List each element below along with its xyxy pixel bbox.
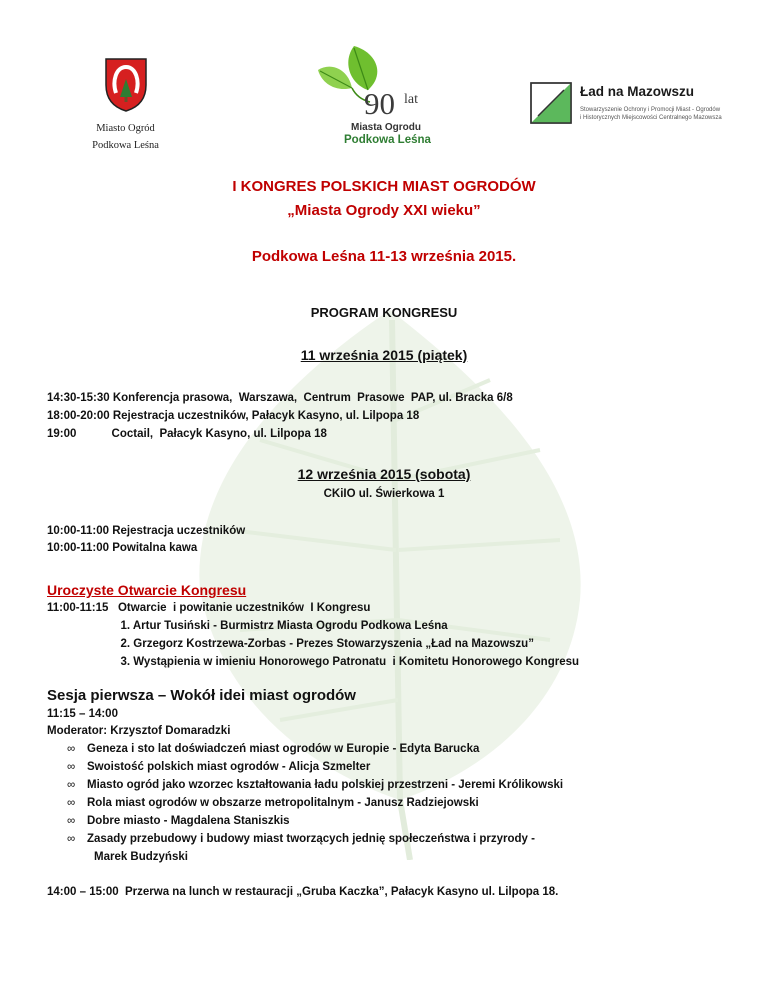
day2-item: 10:00-11:00 Powitalna kawa	[47, 542, 198, 554]
right-logo-sub-1: Stowarzyszenie Ochrony i Promocji Miast - Ogrodów	[580, 107, 721, 113]
day1-item: 19:00 Coctail, Pałacyk Kasyno, ul. Lilpopa 18	[47, 428, 327, 440]
bullet-text: Geneza i sto lat doświadczeń miast ogrodów w Europie - Edyta Barucka	[87, 743, 480, 755]
day1-heading: 11 września 2015 (piątek)	[300, 347, 468, 363]
lad-na-mazowszu-logo	[530, 82, 740, 132]
session1-time: 11:15 – 14:00	[47, 708, 118, 720]
anniversary-line-1: Miasta Ogrodu	[351, 122, 422, 133]
session1-heading: Sesja pierwsza – Wokół idei miast ogrodów	[47, 687, 356, 704]
session1-moderator: Moderator: Krzysztof Domaradzki	[47, 725, 231, 737]
infinity-bullet-icon: ∞	[67, 761, 76, 773]
day1-item: 18:00-20:00 Rejestracja uczestników, Pałacyk Kasyno, ul. Lilpopa 18	[47, 410, 420, 422]
anniversary-number: 90	[364, 86, 395, 121]
bullet-text: Dobre miasto - Magdalena Staniszkis	[87, 815, 290, 827]
infinity-bullet-icon: ∞	[67, 815, 76, 827]
bullet-text: Swoistość polskich miast ogrodów - Alicja Szmelter	[87, 761, 371, 773]
congress-title: I KONGRES POLSKICH MIAST OGRODÓW	[232, 178, 536, 195]
bullet-text: Zasady przebudowy i budowy miast tworzących jednię społeczeństwa i przyrody -	[87, 833, 535, 845]
infinity-bullet-icon: ∞	[67, 743, 76, 755]
session1-bullet	[67, 778, 563, 793]
coat-of-arms-icon	[102, 55, 150, 113]
session1-bullet	[67, 760, 370, 775]
session1-bullet-continuation: Marek Budzyński	[94, 851, 188, 863]
day2-heading: 12 września 2015 (sobota)	[297, 466, 471, 482]
infinity-bullet-icon: ∞	[67, 779, 76, 791]
right-logo-sub-2: i Historycznych Miejscowości Centralnego Mazowsza	[580, 115, 722, 121]
session1-bullet	[67, 814, 290, 829]
podkowa-crest-logo	[78, 55, 173, 152]
session1-bullet	[67, 742, 479, 757]
opening-line: 3. Wystąpienia w imieniu Honorowego Patronatu i Komitetu Honorowego Kongresu	[47, 656, 580, 668]
anniversary-logo	[316, 44, 456, 154]
infinity-bullet-icon: ∞	[67, 833, 76, 845]
infinity-bullet-icon: ∞	[67, 797, 76, 809]
opening-line: 11:00-11:15 Otwarcie i powitanie uczestników I Kongresu	[47, 602, 371, 614]
day2-item: 10:00-11:00 Rejestracja uczestników	[47, 525, 246, 537]
opening-heading: Uroczyste Otwarcie Kongresu	[47, 582, 247, 598]
day2-location: CKiIO ul. Świerkowa 1	[323, 488, 445, 500]
left-logo-name-1: Miasto Ogród	[96, 123, 155, 134]
lunch-break: 14:00 – 15:00 Przerwa na lunch w restauracji „Gruba Kaczka”, Pałacyk Kasyno ul. Lilpopa 18.	[47, 886, 559, 898]
leaf-watermark	[160, 300, 610, 860]
anniversary-suffix: lat	[404, 92, 418, 107]
day1-item: 14:30-15:30 Konferencja prasowa, Warszawa, Centrum Prasowe PAP, ul. Bracka 6/8	[47, 392, 513, 404]
congress-dates: Podkowa Leśna 11-13 września 2015.	[251, 248, 517, 265]
session1-bullet	[67, 796, 479, 811]
square-emblem-icon	[530, 82, 572, 124]
bullet-text: Rola miast ogrodów w obszarze metropolitalnym - Janusz Radziejowski	[87, 797, 479, 809]
program-heading: PROGRAM KONGRESU	[310, 305, 458, 320]
left-logo-name-2: Podkowa Leśna	[92, 140, 159, 151]
right-logo-subtitle	[580, 106, 740, 122]
right-logo-title: Ład na Mazowszu	[580, 84, 695, 99]
anniversary-line-2: Podkowa Leśna	[344, 134, 431, 146]
bullet-text: Miasto ogród jako wzorzec kształtowania ładu polskiej przestrzeni - Jeremi Królikowski	[87, 779, 564, 791]
opening-line: 2. Grzegorz Kostrzewa-Zorbas - Prezes Stowarzyszenia „Ład na Mazowszu”	[47, 638, 534, 650]
session1-bullet	[67, 832, 535, 847]
congress-subtitle: „Miasta Ogrody XXI wieku”	[287, 202, 481, 219]
opening-line: 1. Artur Tusiński - Burmistrz Miasta Ogrodu Podkowa Leśna	[47, 620, 448, 632]
